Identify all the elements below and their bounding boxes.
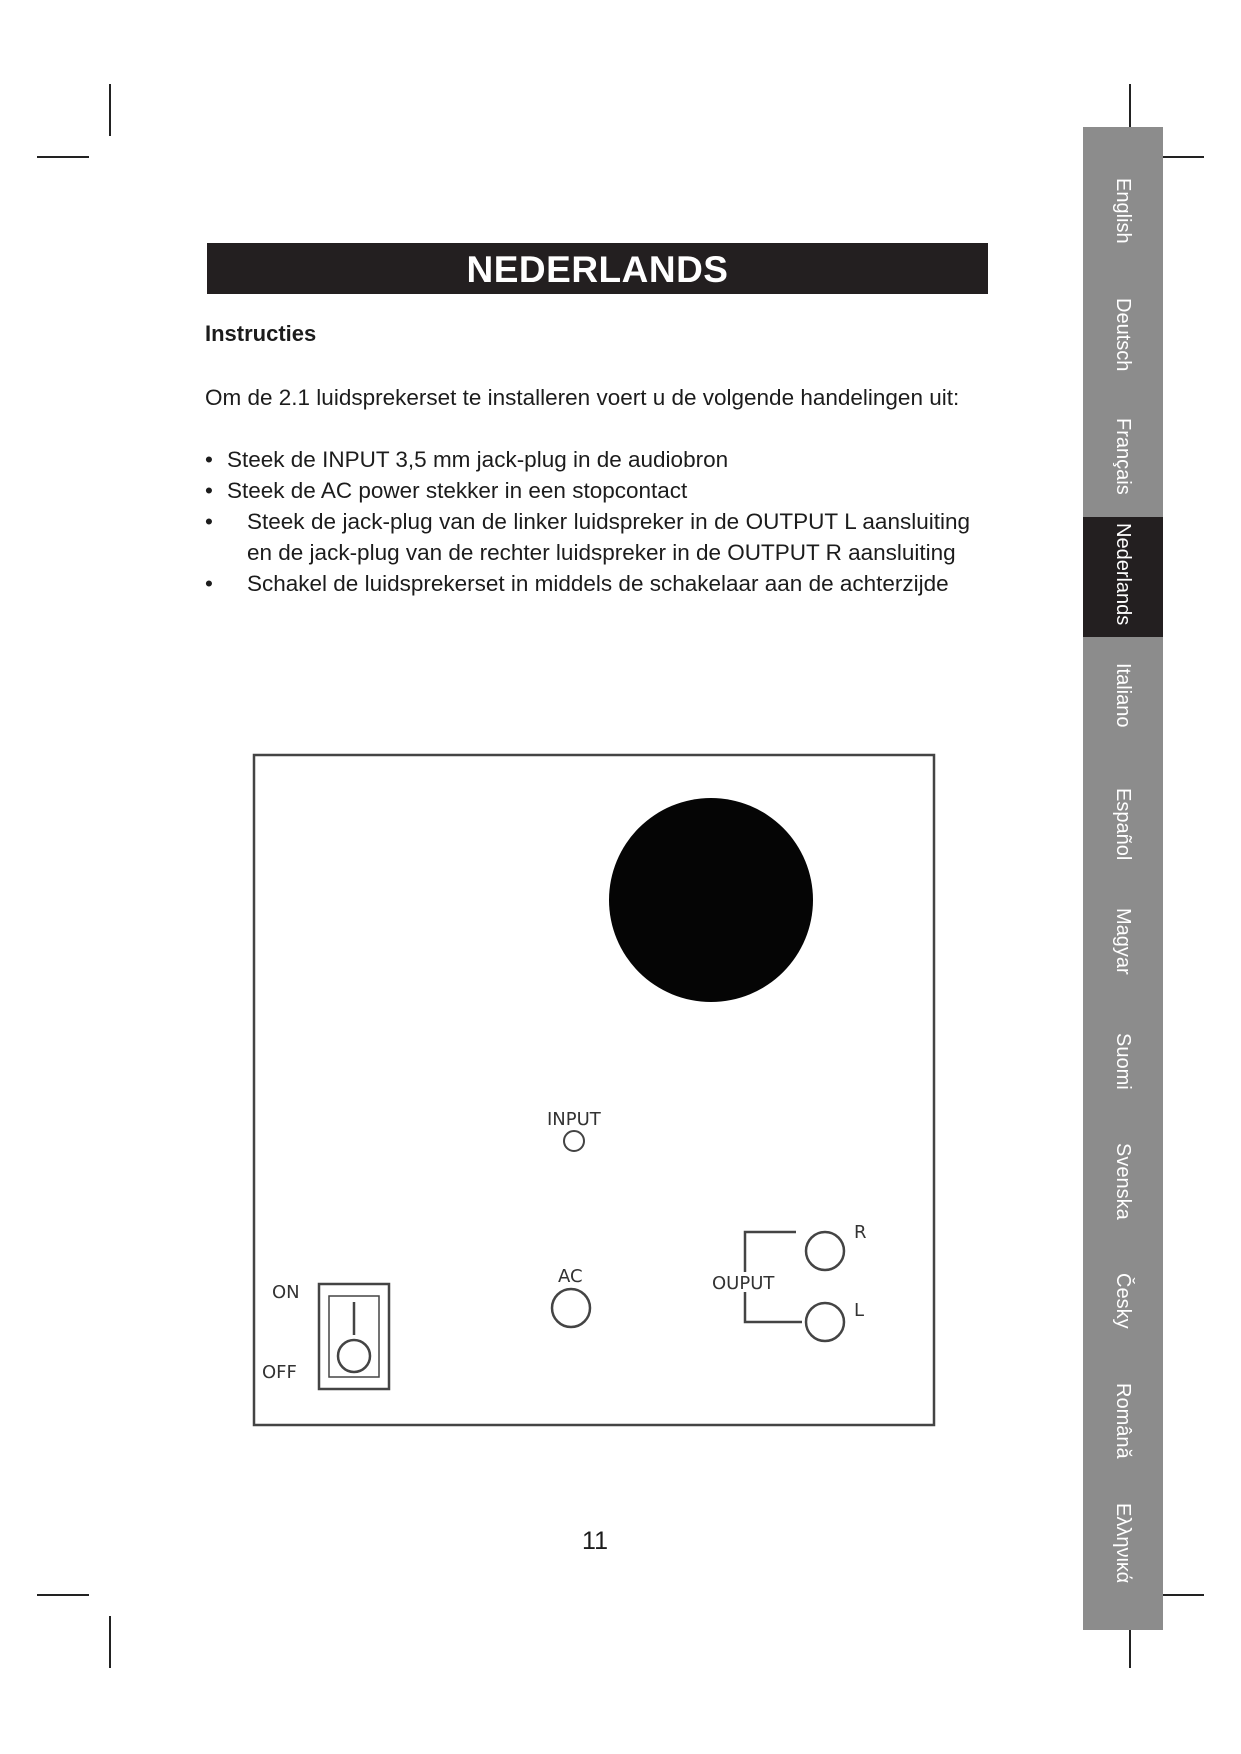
bullet: • bbox=[205, 447, 213, 472]
intro-paragraph: Om de 2.1 luidsprekerset te installeren voert u de volgende handelingen uit: bbox=[205, 385, 960, 410]
tab-label: Svenska bbox=[1112, 1143, 1134, 1220]
tab-english[interactable] bbox=[1083, 172, 1163, 292]
crop-mark bbox=[37, 1594, 89, 1596]
tab-label: Magyar bbox=[1112, 908, 1134, 975]
ac-socket bbox=[552, 1289, 590, 1327]
bullet: • bbox=[205, 571, 213, 596]
tab-label: Deutsch bbox=[1112, 298, 1134, 372]
ac-label: AC bbox=[558, 1266, 583, 1287]
bullet: • bbox=[205, 509, 213, 534]
tab-italiano[interactable] bbox=[1083, 657, 1163, 777]
tab-magyar[interactable] bbox=[1083, 902, 1163, 1022]
list-item bbox=[205, 568, 970, 599]
tab-label: Ελληνικά bbox=[1112, 1503, 1134, 1584]
language-header-bar: NEDERLANDS bbox=[207, 243, 988, 294]
speaker-driver bbox=[609, 798, 813, 1002]
tab-label: Nederlands bbox=[1112, 523, 1134, 626]
tab-label: Français bbox=[1112, 418, 1134, 495]
input-label: INPUT bbox=[547, 1109, 601, 1130]
language-tab-strip bbox=[1083, 127, 1163, 1630]
output-r-label: R bbox=[854, 1222, 867, 1243]
off-label: OFF bbox=[262, 1362, 297, 1383]
output-label: OUPUT bbox=[712, 1273, 775, 1294]
tab-ellinika[interactable] bbox=[1083, 1497, 1163, 1617]
crop-mark bbox=[109, 84, 111, 136]
list-item bbox=[205, 506, 970, 568]
tab-label: Suomi bbox=[1112, 1033, 1134, 1090]
output-l-jack bbox=[806, 1303, 844, 1341]
on-label: ON bbox=[272, 1282, 300, 1303]
list-item bbox=[205, 475, 970, 506]
rear-panel-diagram bbox=[240, 745, 945, 1435]
tab-francais[interactable] bbox=[1083, 412, 1163, 532]
tab-label: Română bbox=[1112, 1383, 1134, 1459]
tab-label: English bbox=[1112, 178, 1134, 244]
crop-mark bbox=[109, 1616, 111, 1668]
switch-rocker bbox=[338, 1340, 370, 1372]
crop-mark bbox=[37, 156, 89, 158]
step-text: Steek de jack-plug van de linker luidspreker in de OUTPUT L aansluiting en de jack-plug van de rechter luidspreker in de OUTPUT R aansluiting bbox=[247, 509, 970, 565]
tab-cesky[interactable] bbox=[1083, 1267, 1163, 1387]
step-text: Steek de INPUT 3,5 mm jack-plug in de audiobron bbox=[227, 447, 729, 472]
output-l-label: L bbox=[854, 1300, 865, 1321]
tab-svenska[interactable] bbox=[1083, 1137, 1163, 1257]
tab-label: Česky bbox=[1112, 1273, 1134, 1329]
rear-panel-drawing bbox=[240, 745, 945, 1435]
instruction-list bbox=[205, 444, 970, 599]
tab-espanol[interactable] bbox=[1083, 782, 1163, 902]
list-item bbox=[205, 444, 970, 475]
tab-deutsch[interactable] bbox=[1083, 292, 1163, 412]
section-heading: Instructies bbox=[205, 321, 317, 346]
tab-label: Italiano bbox=[1112, 663, 1134, 728]
tab-nederlands[interactable] bbox=[1083, 517, 1163, 637]
step-text: Steek de AC power stekker in een stopcontact bbox=[227, 478, 688, 503]
tab-label: Español bbox=[1112, 788, 1134, 861]
input-jack bbox=[564, 1131, 584, 1151]
output-r-jack bbox=[806, 1232, 844, 1270]
tab-romana[interactable] bbox=[1083, 1377, 1163, 1497]
step-text: Schakel de luidsprekerset in middels de schakelaar aan de achterzijde bbox=[247, 571, 949, 596]
tab-suomi[interactable] bbox=[1083, 1027, 1163, 1147]
bullet: • bbox=[205, 478, 213, 503]
page-number: 11 bbox=[582, 1527, 608, 1555]
